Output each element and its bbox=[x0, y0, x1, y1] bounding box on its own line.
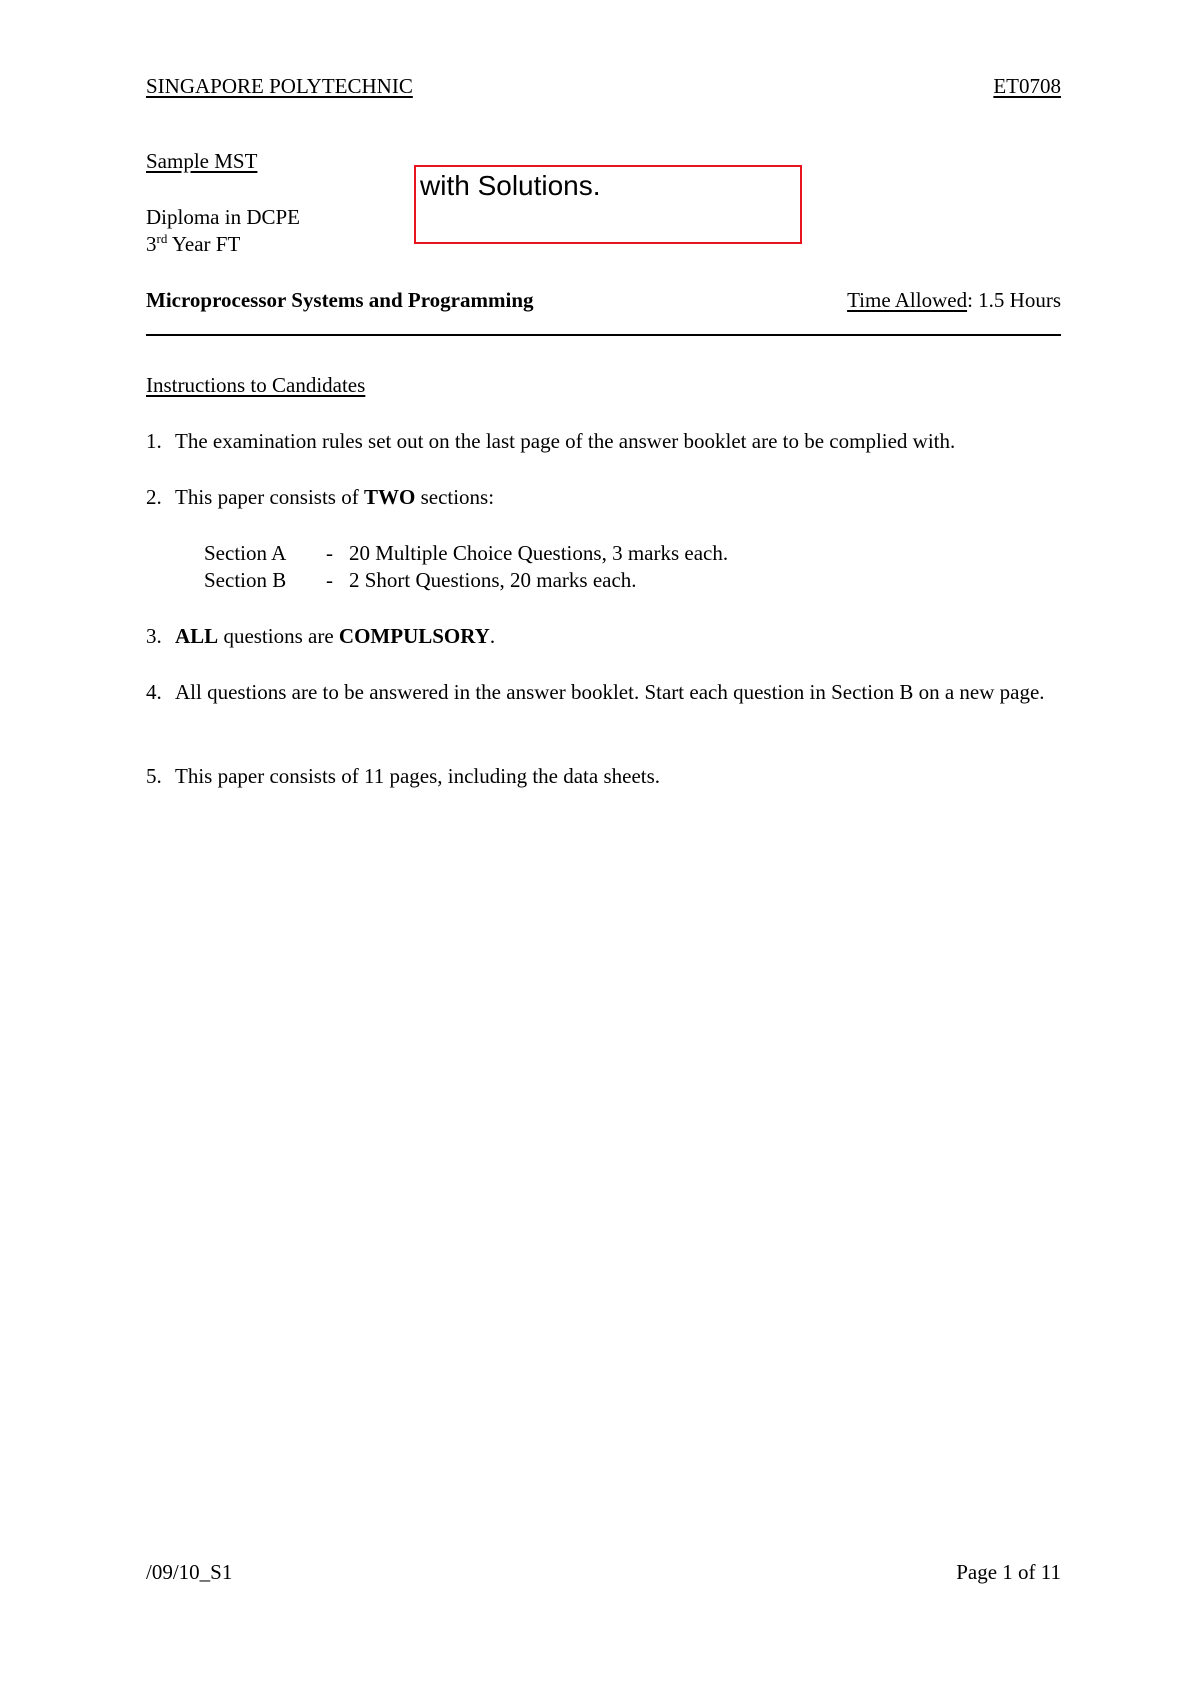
instruction-item-4: 4. All questions are to be answered in the answer booklet. Start each question in Section B on a new page. bbox=[146, 680, 1045, 704]
section-a-row: Section A - 20 Multiple Choice Questions, 3 marks each. bbox=[204, 541, 729, 565]
instruction-item-5: 5. This paper consists of 11 pages, including the data sheets. bbox=[146, 764, 661, 788]
section-b-row: Section B - 2 Short Questions, 20 marks each. bbox=[204, 568, 637, 592]
solutions-annotation-text: with Solutions. bbox=[420, 170, 601, 201]
module-code: ET0708 bbox=[993, 74, 1061, 98]
page-number: Page 1 of 11 bbox=[956, 1560, 1061, 1584]
subject-title: Microprocessor Systems and Programming bbox=[146, 288, 534, 312]
year-label: 3rd Year FT bbox=[146, 231, 241, 256]
time-allowed: Time Allowed: 1.5 Hours bbox=[847, 288, 1061, 312]
instruction-item-2: 2. This paper consists of TWO sections: bbox=[146, 485, 495, 509]
instruction-item-3: 3. ALL questions are COMPULSORY. bbox=[146, 624, 496, 648]
instruction-item-1: 1. The examination rules set out on the last page of the answer booklet are to be complied with. bbox=[146, 429, 956, 453]
footer-code: /09/10_S1 bbox=[146, 1560, 233, 1584]
solutions-annotation-box bbox=[414, 165, 802, 244]
instructions-heading: Instructions to Candidates bbox=[146, 373, 366, 397]
header-divider bbox=[146, 334, 1061, 336]
paper-label: Sample MST bbox=[146, 149, 258, 173]
diploma-name: Diploma in DCPE bbox=[146, 205, 301, 229]
institution-name: SINGAPORE POLYTECHNIC bbox=[146, 74, 413, 98]
